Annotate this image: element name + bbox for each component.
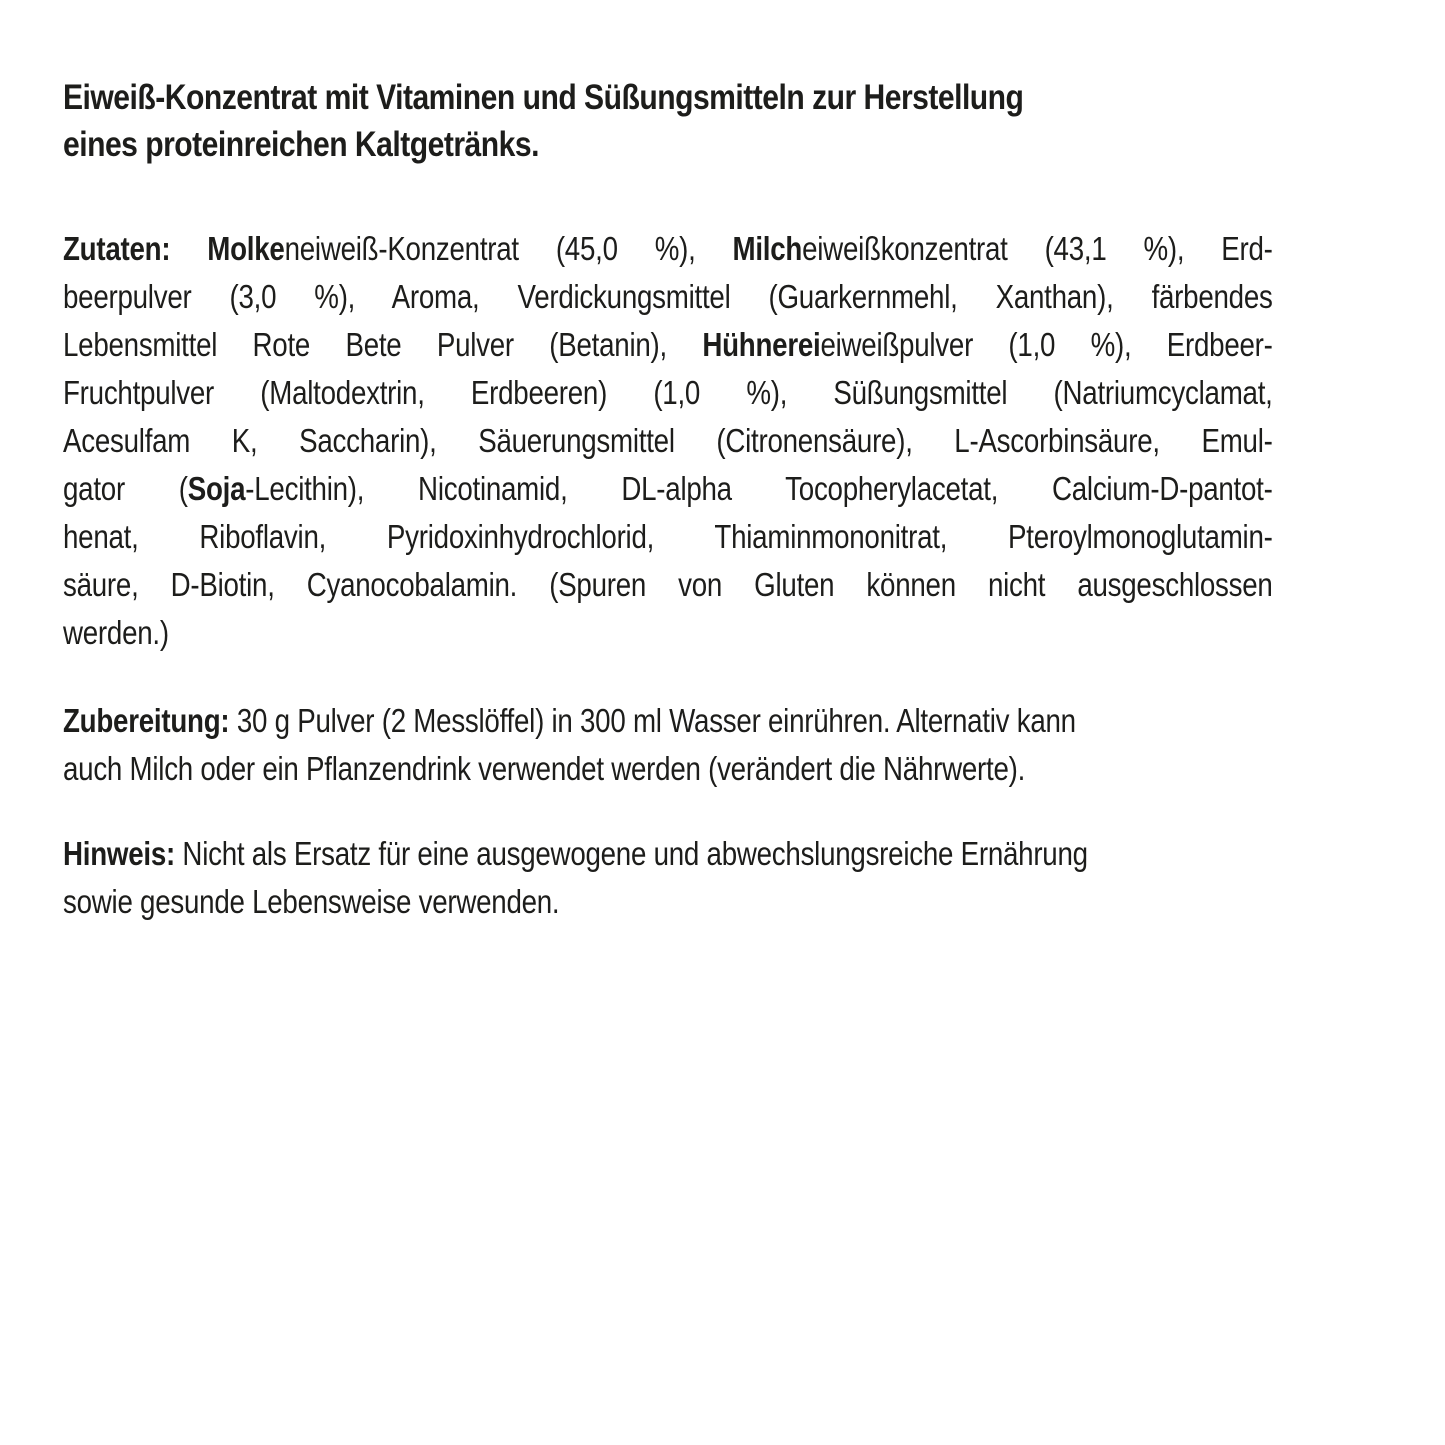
- ingredients-line: gator (Soja-Lecithin), Nicotinamid, DL-alpha Tocopherylacetat, Calcium-D-pantot-: [63, 470, 1273, 507]
- allergen-whey: Molke: [207, 230, 285, 267]
- ingredients-line: Acesulfam K, Saccharin), Säuerungsmittel (Citronensäure), L-Ascorbinsäure, Emul-: [63, 422, 1273, 459]
- ingredients-line: henat, Riboflavin, Pyridoxinhydrochlorid, Thiaminmononitrat, Pteroylmonoglutamin-: [63, 518, 1273, 555]
- preparation-line: Zubereitung: 30 g Pulver (2 Messlöffel) in 300 ml Wasser einrühren. Alternativ kann: [63, 702, 1076, 739]
- note-section: [63, 830, 1273, 926]
- ingredients-line: beerpulver (3,0 %), Aroma, Verdickungsmittel (Guarkernmehl, Xanthan), färbendes: [63, 278, 1273, 315]
- note-line: sowie gesunde Lebensweise verwenden.: [63, 883, 560, 920]
- allergen-soy: Soja: [187, 470, 246, 507]
- ingredients-label: Zutaten:: [63, 230, 171, 267]
- product-title-line-1: Eiweiß-Konzentrat mit Vitaminen und Süßungsmitteln zur Herstellung: [63, 78, 1024, 117]
- preparation-section: [63, 697, 1273, 793]
- product-title: [63, 74, 1276, 168]
- ingredients-line: Fruchtpulver (Maltodextrin, Erdbeeren) (1,0 %), Süßungsmittel (Natriumcyclamat,: [63, 374, 1273, 411]
- ingredients-line: säure, D-Biotin, Cyanocobalamin. (Spuren von Gluten können nicht ausgeschlossen: [63, 566, 1273, 603]
- allergen-milk: Milch: [732, 230, 803, 267]
- product-title-line-2: eines proteinreichen Kaltgetränks.: [63, 125, 539, 164]
- preparation-line: auch Milch oder ein Pflanzendrink verwendet werden (verändert die Nährwerte).: [63, 750, 1026, 787]
- ingredients-line: Zutaten: Molkeneiweiß-Konzentrat (45,0 %), Milcheiweißkonzentrat (43,1 %), Erd-: [63, 230, 1273, 267]
- ingredients-section: [63, 225, 1273, 657]
- preparation-label: Zubereitung:: [63, 702, 230, 739]
- ingredients-line: Lebensmittel Rote Bete Pulver (Betanin), Hühnereieiweißpulver (1,0 %), Erdbeer-: [63, 326, 1273, 363]
- note-label: Hinweis:: [63, 835, 175, 872]
- allergen-egg: Hühnerei: [702, 326, 821, 363]
- label-text-block: [63, 74, 1273, 926]
- ingredients-line: werden.): [63, 614, 169, 651]
- note-line: Hinweis: Nicht als Ersatz für eine ausgewogene und abwechslungsreiche Ernährung: [63, 835, 1088, 872]
